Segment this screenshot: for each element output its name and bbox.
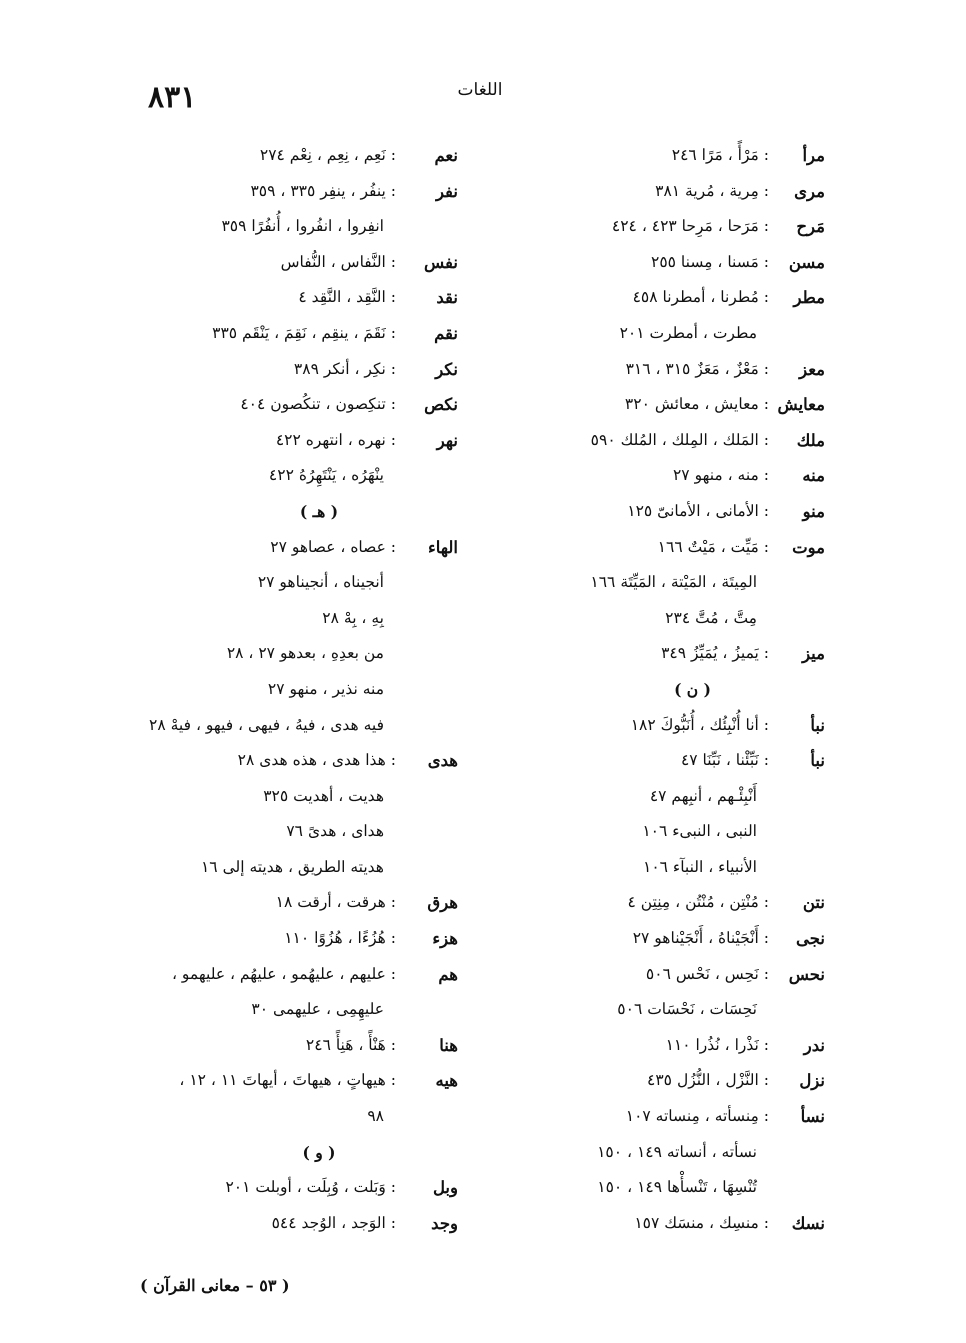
entry-root: نكر	[435, 359, 458, 379]
index-entry	[520, 779, 825, 815]
index-entry	[520, 814, 825, 850]
index-entry	[520, 245, 825, 281]
entry-forms: : عصاه ، عصاهو ٢٧	[270, 537, 396, 556]
entry-root: مرأ	[802, 146, 825, 165]
index-entry	[520, 1028, 825, 1064]
index-entry	[520, 458, 825, 494]
entry-forms: : مَيِّت ، مَيْتٌ ١٦٦	[657, 537, 769, 556]
entry-forms: ينْهَرُه ، يَنْتَهِرُهُ ٤٢٢	[268, 466, 384, 485]
entry-root: ندر	[803, 1035, 825, 1055]
index-entry	[520, 174, 825, 210]
entry-root: منه	[802, 466, 825, 486]
entry-forms: : نكِر ، أنكر ٣٨٩	[293, 359, 396, 378]
entry-root: نسأ	[800, 1107, 825, 1127]
entry-forms: : نَحِس ، نَحْس ٥٠٦	[645, 964, 769, 983]
entry-forms: المِيتَة ، المَيْتة ، المَيِّتَة ١٦٦	[590, 573, 757, 592]
entry-root: نتن	[802, 893, 825, 913]
index-entry	[520, 957, 825, 993]
index-entry	[140, 1170, 458, 1206]
entry-forms: : يَميزُ ، يُمَيِّزُ ٣٤٩	[661, 644, 769, 663]
entry-forms: من بعدِهِ ، بعدهو ٢٧ ، ٢٨	[226, 644, 384, 663]
index-entry	[140, 636, 458, 672]
index-entry	[140, 708, 458, 744]
entry-forms: : الأمانى ، الأمانىّ ١٢٥	[627, 501, 769, 520]
entry-root: نعم	[434, 146, 458, 165]
entry-forms: : مُنْتِن ، مُنْتُن ، مِنِتِن ٤	[627, 893, 769, 912]
entry-root: ميز	[802, 644, 825, 664]
index-entry	[520, 1170, 825, 1206]
index-entry	[140, 672, 458, 708]
entry-root: نبأ	[810, 715, 825, 735]
index-entry	[140, 245, 458, 281]
index-entry	[520, 1206, 825, 1242]
entry-root: نزل	[799, 1071, 825, 1091]
entry-root: معايش	[777, 395, 825, 415]
entry-root: نقم	[434, 323, 458, 343]
section-heading	[140, 494, 458, 530]
index-entry	[520, 494, 825, 530]
entry-root: هدى	[427, 751, 458, 771]
entry-root: منو	[802, 501, 825, 521]
index-entry	[520, 352, 825, 388]
section-heading-label: ( و )	[302, 1142, 336, 1162]
entry-forms: هديته الطريق ، هديته إلى ١٦	[200, 857, 384, 876]
entry-forms: : نَقَمَ ، ينقِم ، نَقِمَ ، يَنْقَم ٣٣٥	[212, 323, 396, 342]
index-entry	[140, 992, 458, 1028]
entry-root: هيه	[435, 1071, 458, 1091]
entry-forms: أَنْبِئْـهم ، أنبِهم ٤٧	[649, 786, 757, 805]
entry-forms: : أَنْجَيْناهُ ، أَنْجَيْناهو ٢٧	[632, 929, 769, 948]
entry-root: مرى	[794, 181, 825, 201]
index-entry	[520, 921, 825, 957]
entry-forms: : نَبِّئْنا ، نَبِّنَا ٤٧	[680, 751, 769, 770]
index-entry	[520, 1135, 825, 1171]
entry-forms: : وَبَلت ، وُبِلَت ، أوبلت ٢٠١	[225, 1178, 396, 1197]
entry-root: ملك	[796, 430, 825, 450]
section-heading-label: ( هـ )	[299, 501, 339, 521]
entry-forms: : مَرْأً ، مَرًا ٢٤٦	[671, 146, 769, 164]
entry-forms: : نهره ، انتهره ٤٢٢	[275, 430, 396, 449]
entry-forms: تُنْسِهَا ، تَنْسأْها ١٤٩ ، ١٥٠	[597, 1178, 757, 1197]
page-number: ٨٣١	[148, 80, 197, 115]
entry-forms: : هيهاتٍ ، هيهاتَ ، أيهاتَ ١١ ، ١٢ ،	[179, 1071, 396, 1090]
entry-forms: ٩٨	[367, 1107, 384, 1126]
index-entry	[140, 743, 458, 779]
index-entry	[520, 530, 825, 566]
section-heading	[140, 1135, 458, 1171]
entry-forms: : نَذْرا ، نُذُرا ١١٠	[665, 1035, 769, 1054]
entry-forms: هداى ، هدىً ٧٦	[286, 822, 384, 841]
entry-root: نسك	[791, 1213, 825, 1233]
entry-forms: : مِنسأته ، مِنساته ١٠٧	[625, 1107, 769, 1126]
entry-root: نهر	[436, 430, 458, 450]
entry-root: معز	[799, 359, 825, 379]
entry-root: نفس	[424, 252, 458, 272]
entry-root: هنا	[439, 1035, 458, 1055]
index-entry	[140, 1099, 458, 1135]
index-entry	[140, 530, 458, 566]
entry-root: نبأ	[810, 751, 825, 771]
index-entry	[140, 316, 458, 352]
entry-forms: فيه هدى ، فيهُ ، فيهى ، فيهو ، فيهْ ٢٨	[149, 715, 384, 734]
index-entry	[140, 458, 458, 494]
entry-root: هزء	[432, 929, 458, 949]
index-entry	[140, 814, 458, 850]
index-entry	[520, 1063, 825, 1099]
entry-forms: : عليهم ، عليهُمو ، عليهُم ، عليهمو ،	[171, 964, 396, 983]
index-entry	[520, 601, 825, 637]
entry-root: موت	[792, 537, 825, 557]
entry-forms: : النَّزْل ، النُّزُل ٤٣٥	[647, 1071, 769, 1090]
index-entry	[520, 850, 825, 886]
running-head: اللغات	[457, 80, 503, 100]
entry-forms: انفِروا ، انفُروا ، أُنفُرًا ٣٥٩	[221, 217, 384, 236]
index-entry	[140, 209, 458, 245]
index-entry	[140, 779, 458, 815]
index-entry	[520, 280, 825, 316]
entry-forms: الأنبياء ، النبآء ١٠٦	[643, 857, 757, 876]
entry-root: نحس	[788, 964, 825, 984]
entry-root: وبل	[432, 1178, 458, 1198]
index-entry	[520, 565, 825, 601]
index-entry	[140, 921, 458, 957]
index-entry	[520, 138, 825, 174]
entry-root: نفر	[435, 181, 458, 201]
entry-forms: بِهِ ، بِهْ ٢٨	[322, 608, 384, 627]
index-column-right	[520, 138, 825, 1233]
index-entry	[140, 1063, 458, 1099]
entry-forms: نَحِسَات ، نَحْسَات ٥٠٦	[617, 1000, 757, 1019]
section-heading	[520, 672, 825, 708]
index-column-left	[140, 138, 458, 1233]
entry-forms: : ينفُر ، ينفِر ٣٣٥ ، ٣٥٩	[250, 181, 396, 200]
entry-forms: : أنا أُنْبِئُك ، أُنَبُّوكَ ١٨٢	[630, 715, 769, 734]
entry-root: وجد	[431, 1213, 458, 1233]
entry-forms: أنجيناه ، أنجيناهو ٢٧	[257, 573, 384, 592]
entry-forms: مطرت ، أمطرت ٢٠١	[619, 323, 757, 342]
index-entry	[520, 743, 825, 779]
index-entry	[520, 1099, 825, 1135]
entry-forms: : هذا هدى ، هذه هدى ٢٨	[237, 751, 396, 770]
index-entry	[520, 209, 825, 245]
section-heading-label: ( ن )	[674, 679, 711, 699]
index-entry	[140, 885, 458, 921]
entry-forms: : مَرَحا ، مَرِحا ٤٢٣ ، ٤٢٤	[611, 217, 769, 236]
entry-root: هرق	[427, 893, 458, 913]
index-entry	[520, 885, 825, 921]
entry-forms: : المَلك ، المِلك ، المُلك ٥٩٠	[590, 430, 769, 449]
entry-forms: : مَعْزٌ ، مَعَزٌ ٣١٥ ، ٣١٦	[625, 359, 769, 378]
entry-root: نكص	[424, 395, 458, 415]
index-entry	[140, 601, 458, 637]
entry-forms: نسأته ، أنساته ١٤٩ ، ١٥٠	[597, 1142, 757, 1161]
entry-forms: : الوَجد ، الوُجد ٥٤٤	[271, 1213, 396, 1232]
index-entry	[520, 636, 825, 672]
entry-root: مسن	[788, 252, 825, 272]
index-entry	[140, 352, 458, 388]
entry-forms: : منسِك ، منسَك ١٥٧	[634, 1213, 769, 1232]
entry-root: مَرح	[796, 217, 825, 237]
entry-forms: : مِرية ، مُرية ٣٨١	[655, 181, 769, 200]
index-entry	[140, 1028, 458, 1064]
index-entry	[140, 1206, 458, 1242]
entry-forms: : تنكِصون ، تنكُصون ٤٠٤	[240, 395, 396, 414]
index-entry	[140, 423, 458, 459]
entry-root: الهاء	[427, 537, 458, 557]
entry-forms: : هُزُءًا ، هُزُوًا ١١٠	[284, 929, 396, 948]
entry-root: هم	[438, 964, 458, 984]
entry-forms: : مَسنا ، مِسنا ٢٥٥	[651, 252, 769, 271]
index-entry	[140, 280, 458, 316]
entry-root: نقد	[436, 288, 458, 308]
index-entry	[140, 850, 458, 886]
index-entry	[520, 992, 825, 1028]
entry-root: نجى	[796, 929, 825, 949]
index-entry	[520, 423, 825, 459]
entry-forms: : هَنْأً ، هَنِأً ٢٤٦	[305, 1035, 396, 1054]
entry-forms: النبى ، النبىء ١٠٦	[642, 822, 757, 841]
index-entry	[520, 387, 825, 423]
entry-forms: منه نذير ، منهو ٢٧	[267, 679, 384, 698]
page-footer: ( ٥٣ – معانى القرآن )	[140, 1276, 290, 1295]
index-entry	[140, 565, 458, 601]
entry-forms: عليهِمِى ، عليهمى ٣٠	[251, 1000, 384, 1019]
entry-forms: مِتَّ ، مُتَّ ٢٣٤	[665, 608, 757, 627]
index-entry	[520, 708, 825, 744]
entry-forms: : مُطرنا ، أمطرنا ٤٥٨	[632, 288, 769, 307]
index-entry	[140, 957, 458, 993]
entry-forms: : معايش ، معائش ٣٢٠	[624, 395, 769, 414]
entry-forms: : منه ، منهو ٢٧	[672, 466, 769, 485]
index-entry	[140, 138, 458, 174]
entry-forms: : نَعِم ، نِعِم ، نِعْم ٢٧٤	[259, 146, 396, 164]
index-entry	[520, 316, 825, 352]
index-entry	[140, 387, 458, 423]
entry-root: مطر	[793, 288, 825, 308]
index-entry	[140, 174, 458, 210]
entry-forms: : النَّفاس ، النُّفاس	[280, 252, 396, 271]
entry-forms: : هرقت ، أرقت ١٨	[275, 893, 396, 912]
entry-forms: هديت ، أهديت ٣٢٥	[263, 786, 384, 805]
entry-forms: : النَّقِد ، النَّقِد ٤	[298, 288, 396, 307]
